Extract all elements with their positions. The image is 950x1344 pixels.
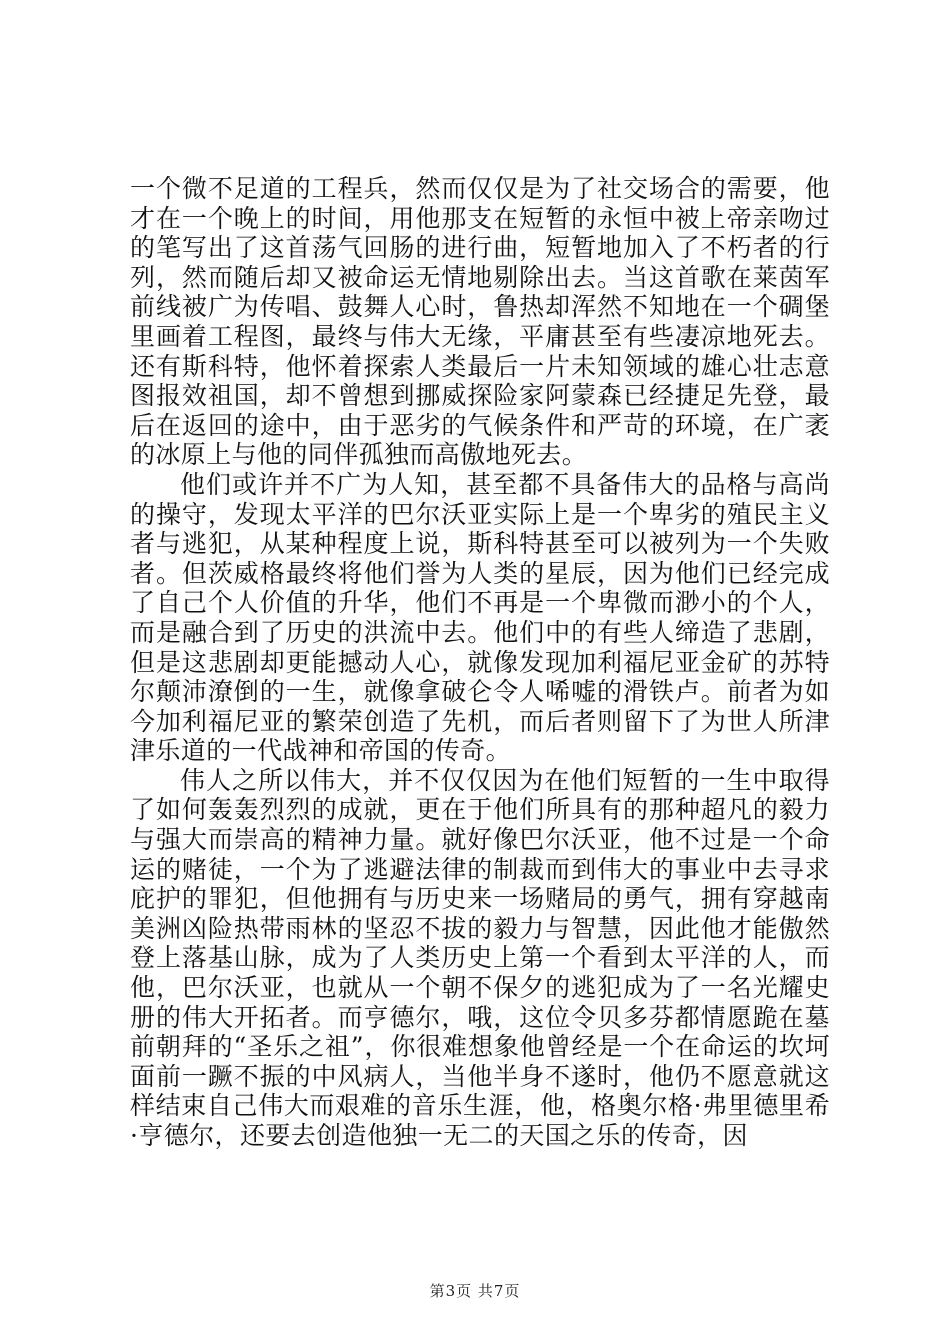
body-text	[130, 174, 830, 1151]
paragraph-1: 一个微不足道的工程兵，然而仅仅是为了社交场合的需要，他才在一个晚上的时间，用他那支在短暂的永恒中被上帝亲吻过的笔写出了这首荡气回肠的进行曲，短暂地加入了不朽者的行列，然而随后却又被命运无情地剔除出去。当这首歌在莱茵军前线被广为传唱、鼓舞人心时，鲁热却浑然不知地在一个碉堡里画着工程图，最终与伟大无缘，平庸甚至有些凄凉地死去。还有斯科特，他怀着探索人类最后一片未知领域的雄心壮志意图报效祖国，却不曾想到挪威探险家阿蒙森已经捷足先登，最后在返回的途中，由于恶劣的气候条件和严苛的环境，在广袤的冰原上与他的同伴孤独而高傲地死去。	[130, 174, 830, 470]
paragraph-3: 伟人之所以伟大，并不仅仅因为在他们短暂的一生中取得了如何轰轰烈烈的成就，更在于他们所具有的那种超凡的毅力与强大而崇高的精神力量。就好像巴尔沃亚，他不过是一个命运的赌徒，一个为了逃避法律的制裁而到伟大的事业中去寻求庇护的罪犯，但他拥有与历史来一场赌局的勇气，拥有穿越南美洲凶险热带雨林的坚忍不拔的毅力与智慧，因此他才能傲然登上落基山脉，成为了人类历史上第一个看到太平洋的人，而他，巴尔沃亚，也就从一个朝不保夕的逃犯成为了一名光耀史册的伟大开拓者。而亨德尔，哦，这位令贝多芬都情愿跪在墓前朝拜的“圣乐之祖”，你很难想象他曾经是一个在命运的坎坷面前一蹶不振的中风病人，当他半身不遂时，他仍不愿意就这样结束自己伟大而艰难的音乐生涯，他，格奥尔格·弗里德里希·亨德尔，还要去创造他独一无二的天国之乐的传奇，因	[130, 765, 830, 1150]
page-number-footer: 第3页 共7页	[429, 1282, 521, 1300]
paragraph-2: 他们或许并不广为人知，甚至都不具备伟大的品格与高尚的操守，发现太平洋的巴尔沃亚实际上是一个卑劣的殖民主义者与逃犯，从某种程度上说，斯科特甚至可以被列为一个失败者。但茨威格最终将他们誉为人类的星辰，因为他们已经完成了自己个人价值的升华，他们不再是一个卑微而渺小的个人，而是融合到了历史的洪流中去。他们中的有些人缔造了悲剧，但是这悲剧却更能撼动人心，就像发现加利福尼亚金矿的苏特尔颠沛潦倒的一生，就像拿破仑令人唏嘘的滑铁卢。前者为如今加利福尼亚的繁荣创造了先机，而后者则留下了为世人所津津乐道的一代战神和帝国的传奇。	[130, 469, 830, 766]
